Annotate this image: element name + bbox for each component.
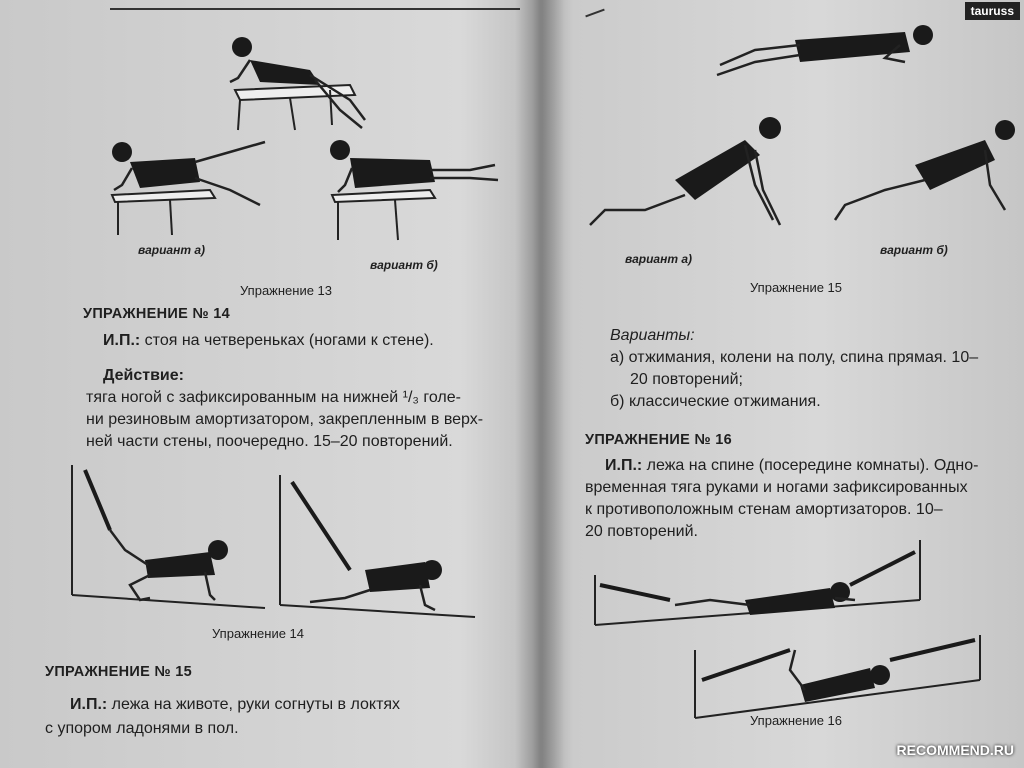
exercise-14-heading: УПРАЖНЕНИЕ № 14 — [83, 306, 230, 322]
exercise-15-ip — [70, 694, 400, 716]
figure-caption-15: Упражнение 15 — [750, 280, 843, 295]
exercise-16-ip — [605, 455, 978, 477]
header-rule — [110, 8, 520, 10]
exercise-16-line-2: временная тяга руками и ногами зафиксированных — [585, 479, 968, 496]
exercise-16-illustration — [590, 540, 990, 730]
ip-label: И.П.: — [70, 696, 108, 713]
watermark-author: tauruss — [965, 2, 1020, 20]
exercise-15-illustration — [585, 20, 1015, 240]
watermark-site: RECOMMEND.RU — [896, 742, 1014, 758]
variants-title: Варианты: — [610, 327, 695, 344]
exercise-14-action-line-3: ней части стены, поочередно. 15–20 повторений. — [86, 433, 453, 450]
exercise-16-line-1: лежа на спине (посередине комнаты). Одно- — [646, 457, 979, 474]
variant-b-label: вариант б) — [880, 243, 948, 257]
exercise-16-heading: УПРАЖНЕНИЕ № 16 — [585, 432, 732, 448]
figure-caption-13: Упражнение 13 — [240, 283, 333, 298]
variant-a-text-line-1: а) отжимания, колени на полу, спина прямая. 10– — [610, 349, 979, 366]
exercise-13-illustration — [100, 30, 520, 250]
variant-a-text-line-2: 20 повторений; — [630, 371, 743, 388]
figure-caption-16: Упражнение 16 — [750, 713, 843, 728]
action-label: Действие: — [103, 367, 184, 384]
ip-label: И.П.: — [605, 457, 643, 474]
variant-a-label: вариант а) — [138, 243, 206, 257]
variant-b-label: вариант б) — [370, 258, 438, 272]
exercise-16-line-4: 20 повторений. — [585, 523, 698, 540]
ip-label: И.П.: — [103, 332, 141, 349]
ip-text: стоя на четвереньках (ногами к стене). — [144, 332, 434, 349]
exercise-16-line-3: к противоположным стенам амортизаторов. 10– — [585, 501, 943, 518]
ip-line-1: лежа на животе, руки согнуты в локтях — [111, 696, 401, 713]
exercise-15-ip-line-2: с упором ладонями в пол. — [45, 720, 239, 737]
variant-b-text: б) классические отжимания. — [610, 393, 821, 410]
variant-a-label: вариант а) — [625, 252, 693, 266]
right-page — [555, 0, 1024, 768]
exercise-14-illustration — [70, 460, 480, 620]
header-rule — [585, 9, 604, 18]
exercise-14-ip — [103, 330, 434, 352]
exercise-14-action-line-1: тяга ногой с зафиксированным на нижней ¹/₃ голе- — [86, 389, 461, 406]
exercise-14-action-line-2: ни резиновым амортизатором, закрепленным в верх- — [86, 411, 484, 428]
figure-caption-14: Упражнение 14 — [212, 626, 305, 641]
exercise-15-heading: УПРАЖНЕНИЕ № 15 — [45, 664, 192, 680]
